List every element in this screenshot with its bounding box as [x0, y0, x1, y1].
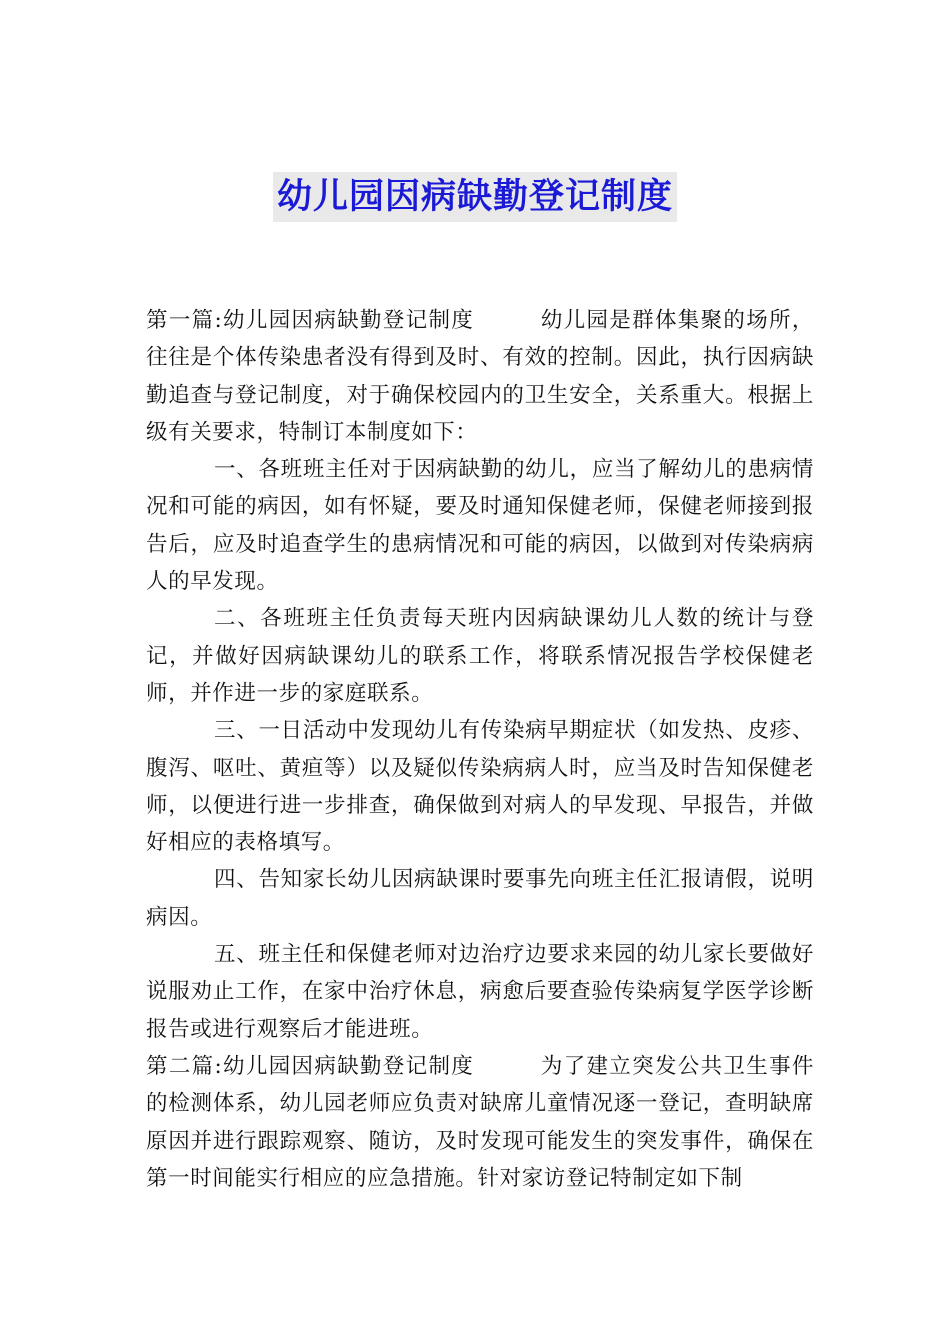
section-1-item-3: 三、一日活动中发现幼儿有传染病早期症状（如发热、皮疹、腹泻、呕吐、黄疸等）以及疑似传染病病人时，应当及时告知保健老师，以便进行进一步排查，确保做到对病人的早发现、早报告，并做好相应的表格填写。 — [146, 718, 814, 856]
document-body — [146, 302, 814, 1197]
section-1-item-1: 一、各班班主任对于因病缺勤的幼儿，应当了解幼儿的患病情况和可能的病因，如有怀疑，要及时通知保健老师，保健老师接到报告后，应及时追查学生的患病情况和可能的病因，以做到对传染病病人的早发现。 — [146, 457, 814, 595]
section-1-intro: 幼儿园是群体集聚的场所，往往是个体传染患者没有得到及时、有效的控制。因此，执行因病缺勤追查与登记制度，对于确保校园内的卫生安全，关系重大。根据上级有关要求，特制订本制度如下： — [146, 308, 814, 445]
section-2-intro-paragraph — [146, 1048, 814, 1197]
section-1-intro-paragraph — [146, 302, 814, 451]
section-1-heading: 第一篇:幼儿园因病缺勤登记制度 — [146, 308, 475, 333]
title-container — [0, 172, 950, 222]
section-1-item-5: 五、班主任和保健老师对边治疗边要求来园的幼儿家长要做好说服劝止工作，在家中治疗休息，病愈后要查验传染病复学医学诊断报告或进行观察后才能进班。 — [146, 942, 814, 1042]
section-2-intro: 为了建立突发公共卫生事件的检测体系，幼儿园老师应负责对缺席儿童情况逐一登记，查明缺席原因并进行跟踪观察、随访，及时发现可能发生的突发事件，确保在第一时间能实行相应的应急措施。针对家访登记特制定如下制 — [146, 1053, 814, 1191]
section-2-heading: 第二篇:幼儿园因病缺勤登记制度 — [146, 1053, 475, 1079]
section-1-item-2: 二、各班班主任负责每天班内因病缺课幼儿人数的统计与登记，并做好因病缺课幼儿的联系工作，将联系情况报告学校保健老师，并作进一步的家庭联系。 — [146, 606, 814, 706]
section-1-item-4: 四、告知家长幼儿因病缺课时要事先向班主任汇报请假，说明病因。 — [146, 867, 814, 930]
document-title: 幼儿园因病缺勤登记制度 — [273, 172, 677, 222]
